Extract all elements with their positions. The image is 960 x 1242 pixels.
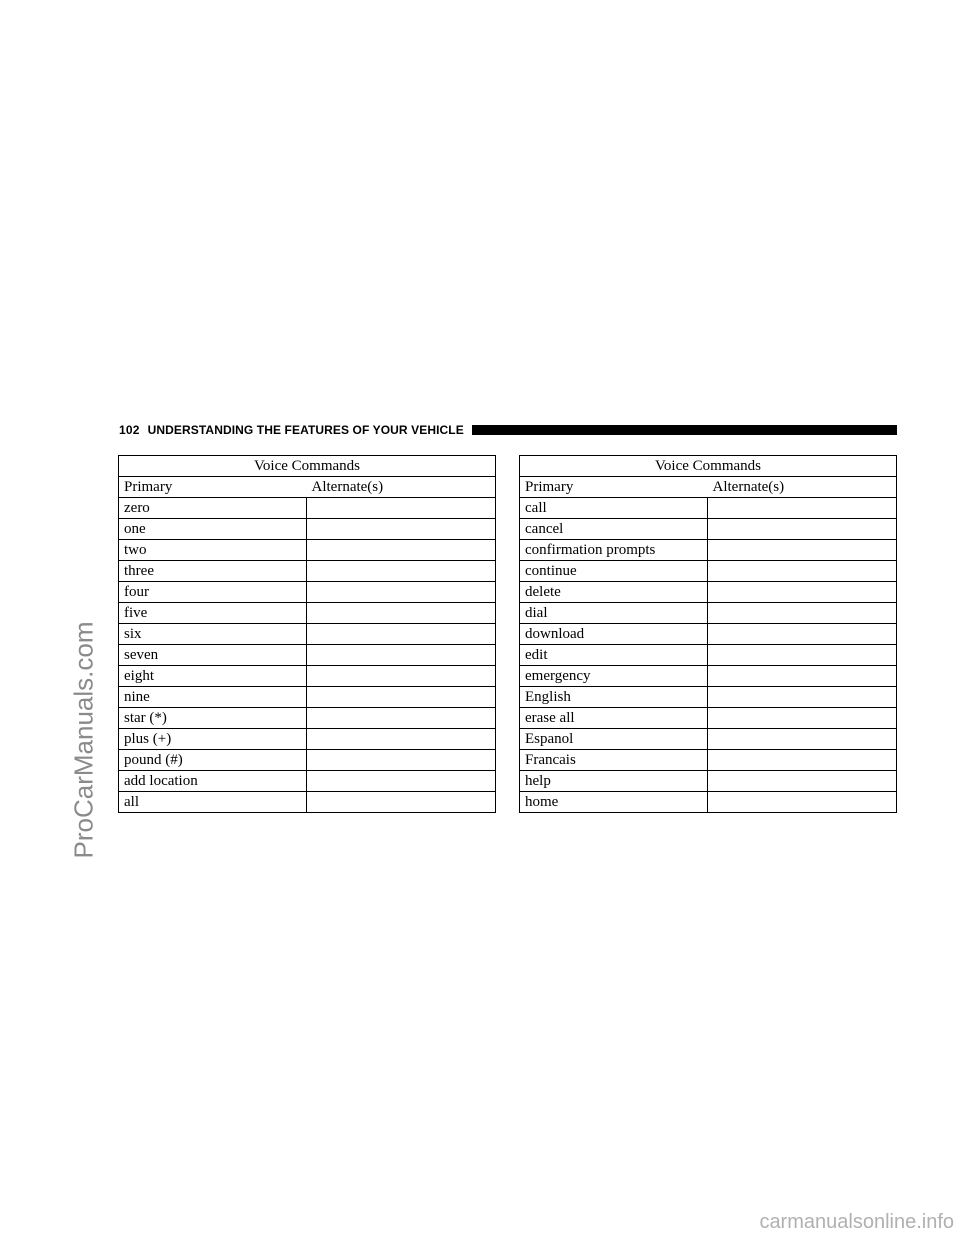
primary-command-cell: zero [119, 498, 307, 519]
table-row [119, 729, 496, 750]
alternate-command-cell [708, 645, 897, 666]
alternate-command-cell [307, 561, 496, 582]
table-row [520, 624, 897, 645]
primary-command-cell: six [119, 624, 307, 645]
alternate-command-cell [708, 708, 897, 729]
alternate-command-cell [708, 603, 897, 624]
alternate-command-cell [307, 582, 496, 603]
column-header-alternate: Alternate(s) [307, 477, 496, 498]
alternate-command-cell [307, 498, 496, 519]
alternate-command-cell [307, 687, 496, 708]
primary-command-cell: edit [520, 645, 708, 666]
primary-command-cell: call [520, 498, 708, 519]
table-row [119, 687, 496, 708]
table-row [119, 624, 496, 645]
primary-command-cell: erase all [520, 708, 708, 729]
table-caption: Voice Commands [119, 456, 496, 477]
primary-command-cell: cancel [520, 519, 708, 540]
primary-command-cell: delete [520, 582, 708, 603]
alternate-command-cell [708, 771, 897, 792]
alternate-command-cell [307, 750, 496, 771]
table-row [520, 498, 897, 519]
primary-command-cell: Espanol [520, 729, 708, 750]
page-header [119, 421, 897, 438]
alternate-command-cell [708, 519, 897, 540]
primary-command-cell: continue [520, 561, 708, 582]
primary-command-cell: five [119, 603, 307, 624]
table-row [520, 666, 897, 687]
alternate-command-cell [307, 519, 496, 540]
primary-command-cell: download [520, 624, 708, 645]
table-row [119, 666, 496, 687]
primary-command-cell: four [119, 582, 307, 603]
primary-command-cell: all [119, 792, 307, 813]
table-row [520, 645, 897, 666]
primary-command-cell: eight [119, 666, 307, 687]
alternate-command-cell [307, 708, 496, 729]
primary-command-cell: confirmation prompts [520, 540, 708, 561]
side-watermark: ProCarManuals.com [68, 621, 99, 859]
alternate-command-cell [307, 792, 496, 813]
alternate-command-cell [307, 624, 496, 645]
section-title: UNDERSTANDING THE FEATURES OF YOUR VEHICLE [147, 422, 464, 437]
alternate-command-cell [307, 666, 496, 687]
header-rule [472, 425, 897, 435]
voice-commands-table-left [118, 455, 496, 813]
table-row [520, 603, 897, 624]
column-header-primary: Primary [119, 477, 307, 498]
alternate-command-cell [307, 540, 496, 561]
primary-command-cell: dial [520, 603, 708, 624]
primary-command-cell: two [119, 540, 307, 561]
primary-command-cell: home [520, 792, 708, 813]
alternate-command-cell [307, 729, 496, 750]
primary-command-cell: pound (#) [119, 750, 307, 771]
table-row [119, 519, 496, 540]
table-row [119, 498, 496, 519]
alternate-command-cell [307, 603, 496, 624]
table-row [520, 750, 897, 771]
table-row [520, 792, 897, 813]
table-row [119, 561, 496, 582]
table-row [119, 771, 496, 792]
table-row [119, 750, 496, 771]
primary-command-cell: seven [119, 645, 307, 666]
alternate-command-cell [708, 561, 897, 582]
table-row [520, 582, 897, 603]
primary-command-cell: English [520, 687, 708, 708]
voice-commands-table-right [519, 455, 897, 813]
column-header-alternate: Alternate(s) [708, 477, 897, 498]
alternate-command-cell [708, 540, 897, 561]
table-row [520, 687, 897, 708]
alternate-command-cell [708, 666, 897, 687]
table-row [119, 540, 496, 561]
table-row [520, 561, 897, 582]
alternate-command-cell [307, 771, 496, 792]
primary-command-cell: help [520, 771, 708, 792]
table-row [119, 645, 496, 666]
table-row [520, 519, 897, 540]
table-row [520, 540, 897, 561]
alternate-command-cell [307, 645, 496, 666]
table-row [520, 708, 897, 729]
table-row [520, 729, 897, 750]
primary-command-cell: one [119, 519, 307, 540]
primary-command-cell: nine [119, 687, 307, 708]
table-row [520, 771, 897, 792]
primary-command-cell: star (*) [119, 708, 307, 729]
page-number: 102 [119, 422, 140, 437]
table-caption: Voice Commands [520, 456, 897, 477]
table-row [119, 582, 496, 603]
primary-command-cell: three [119, 561, 307, 582]
table-row [119, 603, 496, 624]
bottom-watermark: carmanualsonline.info [759, 1211, 954, 1233]
alternate-command-cell [708, 624, 897, 645]
primary-command-cell: emergency [520, 666, 708, 687]
table-row [119, 708, 496, 729]
primary-command-cell: plus (+) [119, 729, 307, 750]
primary-command-cell: add location [119, 771, 307, 792]
alternate-command-cell [708, 750, 897, 771]
column-header-primary: Primary [520, 477, 708, 498]
alternate-command-cell [708, 729, 897, 750]
alternate-command-cell [708, 792, 897, 813]
alternate-command-cell [708, 687, 897, 708]
alternate-command-cell [708, 582, 897, 603]
alternate-command-cell [708, 498, 897, 519]
primary-command-cell: Francais [520, 750, 708, 771]
table-row [119, 792, 496, 813]
